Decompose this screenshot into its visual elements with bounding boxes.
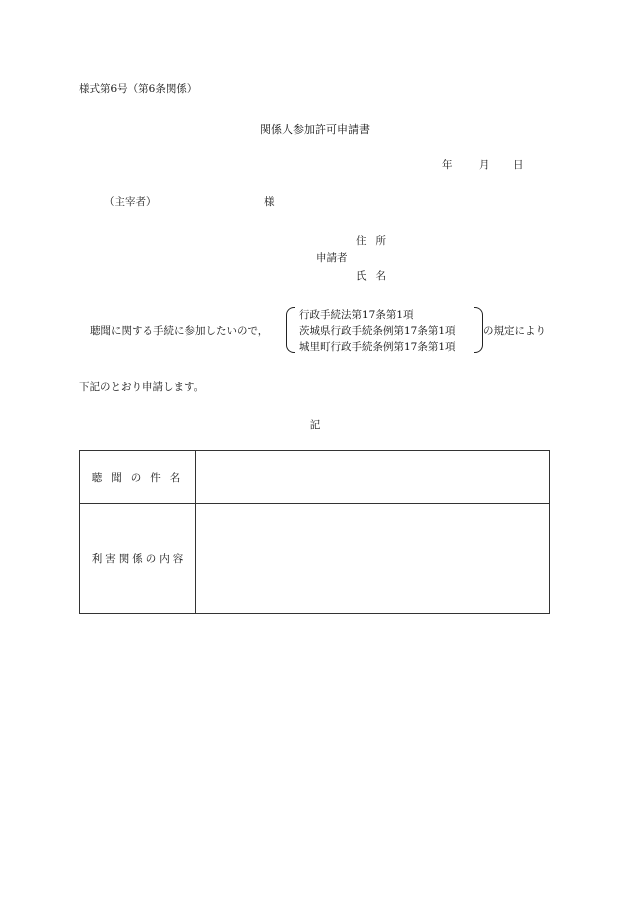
address-label: 住所 <box>356 235 395 247</box>
detail-table <box>79 450 550 614</box>
right-bracket <box>474 307 483 353</box>
note-mark: 記 <box>309 419 321 431</box>
document-title: 関係人参加許可申請書 <box>260 123 370 136</box>
form-number: 様式第6号（第6条関係） <box>79 83 198 95</box>
law-option-2: 茨城県行政手続条例第17条第1項 <box>299 325 456 337</box>
date-month-label: 月 <box>479 159 490 171</box>
applicant-label: 申請者 <box>316 252 348 264</box>
continuation-text: 下記のとおり申請します。 <box>79 381 205 393</box>
hearing-subject-label: 聴聞の件名 <box>91 471 190 484</box>
hearing-subject-field[interactable] <box>196 451 549 503</box>
name-label: 氏名 <box>356 270 395 282</box>
honorific: 様 <box>264 196 275 208</box>
interest-content-field[interactable] <box>196 504 549 613</box>
organizer-label: （主宰者） <box>104 196 157 208</box>
interest-content-label: 利害関係の内容 <box>91 553 187 565</box>
law-option-1: 行政手続法第17条第1項 <box>299 309 414 321</box>
date-year-label: 年 <box>442 159 453 171</box>
law-option-3: 城里町行政手続条例第17条第1項 <box>299 341 456 353</box>
date-day-label: 日 <box>513 159 524 171</box>
intro-text: 聴聞に関する手続に参加したいので， <box>90 325 269 337</box>
left-bracket <box>286 307 295 353</box>
rule-text: の規定により <box>483 325 546 337</box>
